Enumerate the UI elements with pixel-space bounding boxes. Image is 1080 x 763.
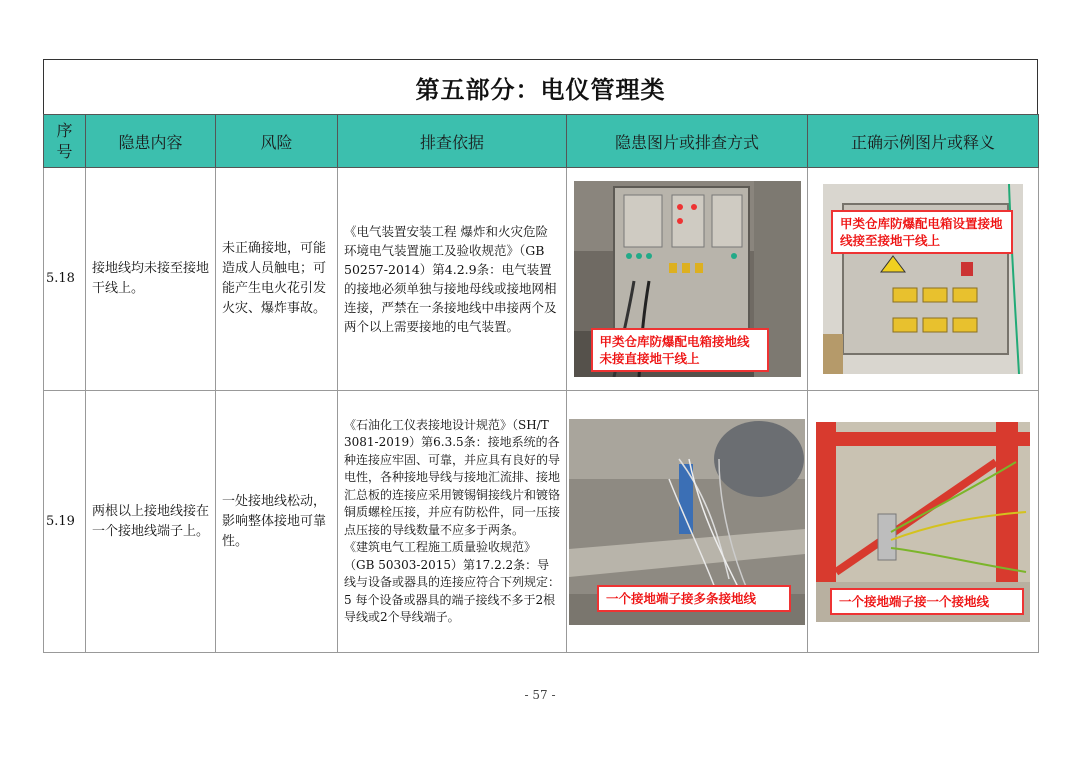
page-number: - 57 -	[524, 688, 556, 702]
row-risk: 一处接地线松动，影响整体接地可靠性。	[216, 391, 338, 653]
basis-paragraph-2: 《建筑电气工程施工质量验收规范》（GB 50303-2015）第17.2.2条：导线与设备或器具的连接应符合下列规定：5 每个设备或器具的端子接线不多于2根导线或2个导线端子。	[344, 540, 561, 624]
table-row	[44, 168, 1039, 391]
header-hazard-pic: 隐患图片或排查方式	[567, 115, 808, 168]
row-basis: 《电气装置安装工程 爆炸和火灾危险环境电气装置施工及验收规范》（GB 50257-2014）第4.2.9条：电气装置的接地必须单独与接地母线或接地网相连接，严禁在一条接地线中串接两个及两个以上需要接地的电气装置。	[338, 168, 567, 391]
hazard-photo-cell	[567, 391, 808, 653]
row-basis	[338, 391, 567, 653]
row-content: 两根以上接地线接在一个接地线端子上。	[86, 391, 216, 653]
hazard-photo-cell	[567, 168, 808, 391]
row-content: 接地线均未接至接地干线上。	[86, 168, 216, 391]
correct-photo-cell	[808, 391, 1039, 653]
correct-caption: 甲类仓库防爆配电箱设置接地线接至接地干线上	[831, 210, 1013, 254]
header-num: 序号	[44, 115, 86, 168]
header-correct-pic: 正确示例图片或释义	[808, 115, 1039, 168]
header-risk: 风险	[216, 115, 338, 168]
table	[43, 114, 1039, 653]
correct-photo-cell	[808, 168, 1039, 391]
header-basis: 排查依据	[338, 115, 567, 168]
table-row	[44, 391, 1039, 653]
basis-paragraph-1: 《石油化工仪表接地设计规范》（SH/T 3081-2019）第6.3.5条：接地系统的各种连接应牢固、可靠，并应具有良好的导电性，各种接地导线与接地汇流排、接地汇总板的连接应采用镀锡铜接线片和镀铬铜质螺栓压接，并应有防松件，同一压接点压接的导线数量不应多于两条。	[344, 417, 561, 537]
hazard-table	[43, 59, 1038, 653]
hazard-caption: 一个接地端子接多条接地线	[597, 585, 791, 612]
section-title: 第五部分：电仪管理类	[43, 59, 1038, 114]
correct-photo	[816, 422, 1030, 622]
header-content: 隐患内容	[86, 115, 216, 168]
hazard-caption: 甲类仓库防爆配电箱接地线未接直接地干线上	[591, 328, 769, 372]
hazard-photo	[569, 419, 805, 625]
correct-caption: 一个接地端子接一个接地线	[830, 588, 1024, 615]
table-header-row	[44, 115, 1039, 168]
row-number: 5.19	[44, 391, 86, 653]
row-risk: 未正确接地，可能造成人员触电；可能产生电火花引发火灾、爆炸事故。	[216, 168, 338, 391]
correct-photo	[823, 184, 1023, 374]
row-number: 5.18	[44, 168, 86, 391]
hazard-photo	[574, 181, 801, 377]
